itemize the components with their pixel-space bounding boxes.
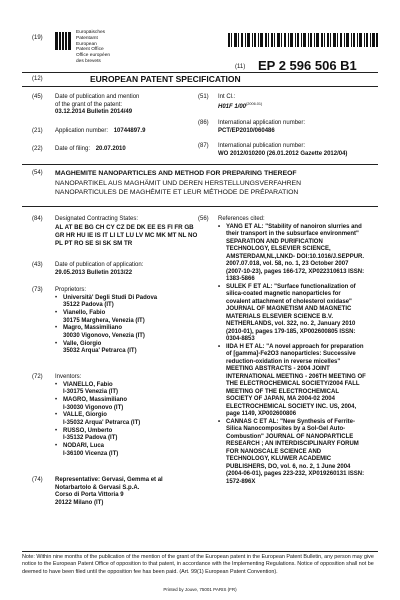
inventor-item: • NODARI, Luca I-36100 Vicenza (IT) xyxy=(55,443,140,458)
field-72-label: Inventors: xyxy=(55,374,82,380)
divider-title xyxy=(22,86,378,87)
proprietor-name: Vianello, Fabio xyxy=(63,310,106,317)
field-45-label-2: of the grant of the patent: xyxy=(55,101,123,108)
side-publication-label xyxy=(0,436,3,526)
inventor-item: • RUSSO, Umberto I-35132 Padova (IT) xyxy=(55,428,140,443)
reference-line: MATERIALS ELSEVIER SCIENCE B.V. xyxy=(226,313,334,320)
inventor-item: • MAGRO, Massimiliano I-30030 Vigonovo (IT) xyxy=(55,397,140,412)
document-title: EUROPEAN PATENT SPECIFICATION xyxy=(90,74,241,84)
field-74 xyxy=(55,477,163,508)
field-45-label: Date of publication and mention xyxy=(55,94,140,100)
divider-note xyxy=(22,551,378,552)
reference-line: 1383-5866 xyxy=(226,276,255,282)
reference-line: Silica Nanocomposites by a Sol-Gel Auto- xyxy=(226,426,346,432)
inventor-name: NODARI, Luca xyxy=(63,443,105,450)
office-line-3: European xyxy=(76,41,97,47)
field-72-number: (72) xyxy=(32,374,43,380)
office-line-5: Office européen xyxy=(76,53,111,58)
epo-logo-icon xyxy=(54,30,72,52)
states-line-1: AL AT BE BG CH CY CZ DE DK EE ES FI FR GB xyxy=(55,223,194,231)
field-74-number: (74) xyxy=(32,477,43,483)
proprietor-address: 30175 Marghera, Venezia (IT) xyxy=(63,317,145,324)
reference-line: THE ELECTROCHEMICAL SOCIETY/2004 FALL xyxy=(226,381,360,387)
opposition-note: Note: Within nine months of the publication of the mention of the grant of the European patent in the European Patent Bulletin, any person may give notice to the European Patent Office of opposition to that patent, in accordance with the Implementing Regulations. Notice of opposition shall not be deemed to have been filed until the opposition fee has been paid. (Art. 99(1) European Patent Convention). xyxy=(22,554,374,575)
reference-line: 1572-896X xyxy=(226,478,256,485)
field-73-label: Proprietors: xyxy=(55,287,87,293)
reference-line: page 1149, XP002600806 xyxy=(226,411,297,417)
reference-line: TECHNOLOGY, ELSEVIER SCIENCE, xyxy=(226,246,331,252)
representative-city: 20122 Milano (IT) xyxy=(55,500,104,507)
field-84-number: (84) xyxy=(32,216,43,222)
publication-number: EP 2 596 506 B1 xyxy=(258,58,357,73)
field-21-number: (21) xyxy=(32,128,43,134)
field-87-value: WO 2012/010200 (26.01.2012 Gazette 2012/04) xyxy=(218,150,348,157)
field-86-value: PCT/EP2010/060486 xyxy=(218,127,275,134)
reference-line: (2004-06-01), pages 223-232, XP019260131 ISSN: xyxy=(226,471,365,477)
title-english: MAGHEMITE NANOPARTICLES AND METHOD FOR PREPARING THEREOF xyxy=(55,170,297,177)
reference-line: MEETING ABSTRACTS - 2004 JOINT xyxy=(226,366,330,372)
office-name xyxy=(76,30,110,65)
inventor-name: MAGRO, Massimiliano xyxy=(63,397,128,404)
reference-item: • SULEK F ET AL: "Surface functionalization of silica-coated magnetic nanoparticles for covalent attachment of cholesterol oxidase" JOURNAL OF MAGNETISM AND MAGNETIC MATERIALS ELSEVIER SCIENCE B.V. NETHERLANDS, vol. 322, no. 2, January 2010 (2010-01), pages 179-185, XP002600805 ISSN: 0304-8853 xyxy=(218,284,383,344)
field-43-number: (43) xyxy=(32,262,43,268)
reference-line: TECHNOLOGY, KLUWER ACADEMIC xyxy=(226,456,332,462)
field-72 xyxy=(55,374,140,458)
field-45-value: 03.12.2014 Bulletin 2014/49 xyxy=(55,109,133,116)
field-84-label: Designated Contracting States: xyxy=(55,216,139,222)
reference-item: • IIDA H ET AL: "A novel approach for preparation of [gamma]-Fe2O3 nanoparticles: Successive reduction-oxidation in reverse micelles" MEETING ABSTRACTS - 2004 JOINT INTERNATIONAL MEETING - 206TH MEETING OF THE ELECTROCHEMICAL SOCIETY/2004 FALL MEETING OF THE ELECTROCHEMICAL SOCIETY OF JAPAN, MA 2004-02 2004 ELECTROCHEMICAL SOCIETY INC. US, 2004, page 1149, XP002600806 xyxy=(218,344,383,419)
divider-biblio xyxy=(22,164,378,165)
divider-title-block xyxy=(22,206,378,207)
field-45 xyxy=(55,94,139,117)
field-86 xyxy=(218,120,305,135)
reference-line: SEPARATION AND PURIFICATION xyxy=(226,238,323,245)
field-84 xyxy=(55,216,197,248)
reference-line: NETHERLANDS, vol. 322, no. 2, January 2010 xyxy=(226,321,356,327)
inventor-name: VALLE, Giorgio xyxy=(63,412,107,419)
office-line-4: Patent Office xyxy=(76,47,104,53)
reference-line: silica-coated magnetic nanoparticles for xyxy=(226,291,341,297)
field-86-label: International application number: xyxy=(218,120,306,126)
field-12-number: (12) xyxy=(32,76,43,82)
field-56-label: References cited: xyxy=(218,216,265,222)
reference-line: YANG ET AL: "Stability of nanoiron slurries and xyxy=(226,223,362,230)
reference-line: SOCIETY OF JAPAN, MA 2004-02 2004 xyxy=(226,396,335,402)
proprietor-address: 35032 Arqua' Petrarca (IT) xyxy=(63,348,137,355)
field-87 xyxy=(218,143,347,158)
printer-footer: Printed by Jouve, 75001 PARIS (FR) xyxy=(163,587,237,592)
inventor-address: I-35032 Arqua' Petrarca (IT) xyxy=(63,420,141,427)
reference-line: SULEK F ET AL: "Surface functionalization of xyxy=(226,283,356,290)
proprietor-item: • Magro, Massimiliano 30030 Vigonovo, Venezia (IT) xyxy=(55,325,157,340)
inventor-address: I-35132 Padova (IT) xyxy=(63,435,118,442)
inventor-address: I-30175 Venezia (IT) xyxy=(63,389,119,396)
reference-line: 2007.07.018, vol. 58, no. 1, 23 October 2007 xyxy=(226,261,349,267)
field-43 xyxy=(55,262,143,277)
field-22-value: 20.07.2010 xyxy=(95,146,126,152)
reference-line: CANNAS C ET AL: "New Synthesis of Ferrite- xyxy=(226,418,355,425)
inventor-name: VIANELLO, Fabio xyxy=(63,381,113,388)
field-19-number: (19) xyxy=(32,35,43,41)
field-73-number: (73) xyxy=(32,287,43,293)
field-51-value: H01F 1/00 xyxy=(218,103,247,110)
representative-firm: Notarbartolo & Gervasi S.p.A. xyxy=(55,484,140,491)
field-43-value: 29.05.2013 Bulletin 2013/22 xyxy=(55,269,133,276)
field-73 xyxy=(55,287,157,356)
field-22-number: (22) xyxy=(32,146,43,152)
office-line-6: des brevets xyxy=(76,58,101,64)
inventor-address: I-36100 Vicenza (IT) xyxy=(63,450,119,457)
proprietor-item: • Valle, Giorgio 35032 Arqua' Petrarca (IT) xyxy=(55,341,157,356)
proprietor-name: Valle, Giorgio xyxy=(63,340,102,347)
reference-line: AMSTERDAM,NL,LNKD- DOI:10.1016/J.SEPPUR. xyxy=(226,253,365,260)
field-21-label: Application number: xyxy=(55,128,109,134)
title-french: NANOPARTICULES DE MAGHÉMITE ET LEUR MÉTHODE DE PRÉPARATION xyxy=(55,189,299,197)
states-line-2: GR HR HU IE IS IT LI LT LU LV MC MK MT NL NO xyxy=(55,231,198,239)
reference-line: (2007-10-23), pages 166-172, XP022310613 ISSN: xyxy=(226,268,365,275)
field-54 xyxy=(55,169,301,198)
field-45-number: (45) xyxy=(32,94,43,100)
field-56-number: (56) xyxy=(198,216,209,222)
reference-line: FOR NANOSCALE SCIENCE AND xyxy=(226,448,322,455)
field-22 xyxy=(55,146,126,154)
reference-line: their transport in the subsurface environment" xyxy=(226,231,359,237)
office-line-1: Europäisches xyxy=(76,30,106,35)
field-87-label: International publication number: xyxy=(218,143,306,149)
inventor-name: RUSSO, Umberto xyxy=(63,427,113,434)
reference-item: • CANNAS C ET AL: "New Synthesis of Ferrite- Silica Nanocomposites by a Sol-Gel Auto- Combustion" JOURNAL OF NANOPARTICLE RESEARCH ; AN INTERDISCIPLINARY FORUM FOR NANOSCALE SCIENCE AND TECHNOLOGY, KLUWER ACADEMIC PUBLISHERS, DO, vol. 6, no. 2, 1 June 2004 (2004-06-01), pages 223-232, XP019260131 ISSN: 1572-896X xyxy=(218,419,383,487)
field-43-label: Date of publication of application: xyxy=(55,262,144,268)
title-german: NANOPARTIKEL AUS MAGHÄMIT UND DEREN HERSTELLUNGSVERFAHREN xyxy=(55,179,301,187)
reference-line: MEETING OF THE ELECTROCHEMICAL xyxy=(226,388,339,395)
reference-line: JOURNAL OF MAGNETISM AND MAGNETIC xyxy=(226,306,352,312)
office-line-2: Patentamt xyxy=(76,35,98,41)
reference-line: ELECTROCHEMICAL SOCIETY INC. US, 2004, xyxy=(226,403,357,410)
field-51-version: (2006.01) xyxy=(246,101,263,106)
states-line-3: PL PT RO SE SI SK SM TR xyxy=(55,239,133,247)
proprietor-name: Magro, Massimiliano xyxy=(63,325,123,332)
inventor-item: • VALLE, Giorgio I-35032 Arqua' Petrarca (IT) xyxy=(55,412,141,427)
reference-line: PUBLISHERS, DO, vol. 6, no. 2, 1 June 2004 xyxy=(226,463,351,470)
field-51 xyxy=(218,94,262,111)
field-54-number: (54) xyxy=(32,170,43,176)
inventor-item: • VIANELLO, Fabio I-30175 Venezia (IT) xyxy=(55,382,140,397)
representative-name: Representative: Gervasi, Gemma et al xyxy=(55,477,163,483)
proprietor-item: • Università' Degli Studi Di Padova 35122 Padova (IT) xyxy=(55,294,158,309)
field-86-number: (86) xyxy=(198,120,209,126)
reference-line: reduction-oxidation in reverse micelles" xyxy=(226,358,341,365)
reference-item: • YANG ET AL: "Stability of nanoiron slurries and their transport in the subsurface environment" SEPARATION AND PURIFICATION TECHNOLOGY, ELSEVIER SCIENCE, AMSTERDAM,NL,LNKD- DOI:10.1016/J.SEPPUR. 2007.07.018, vol. 58, no. 1, 23 October 2007 (2007-10-23), pages 166-172, XP022310613 ISSN: 1383-5866 xyxy=(218,224,383,284)
reference-line: (2010-01), pages 179-185, XP002600805 ISSN: xyxy=(226,328,356,335)
field-51-label: Int Cl.: xyxy=(218,94,236,100)
reference-line: INTERNATIONAL MEETING - 206TH MEETING OF xyxy=(226,373,366,380)
field-56 xyxy=(218,216,383,486)
barcode-icon xyxy=(228,33,378,47)
reference-line: of [gamma]-Fe2O3 nanoparticles: Successive xyxy=(226,351,356,357)
inventor-address: I-30030 Vigonovo (IT) xyxy=(63,404,124,411)
reference-line: RESEARCH ; AN INTERDISCIPLINARY FORUM xyxy=(226,441,359,447)
reference-line: 0304-8853 xyxy=(226,336,255,342)
proprietor-item: • Vianello, Fabio 30175 Marghera, Venezia (IT) xyxy=(55,310,157,325)
field-21-value: 10744897.9 xyxy=(113,128,146,134)
field-21 xyxy=(55,128,145,136)
proprietor-address: 30030 Vigonovo, Venezia (IT) xyxy=(63,333,145,340)
reference-line: covalent attachment of cholesterol oxidase" xyxy=(226,298,352,305)
representative-street: Corso di Porta Vittoria 9 xyxy=(55,492,124,499)
divider-top xyxy=(22,72,378,73)
proprietor-address: 35122 Padova (IT) xyxy=(63,302,114,309)
proprietor-name: Università' Degli Studi Di Padova xyxy=(63,294,158,301)
field-87-number: (87) xyxy=(198,143,209,149)
reference-line: Combustion" JOURNAL OF NANOPARTICLE xyxy=(226,433,354,440)
field-22-label: Date of filing: xyxy=(55,146,91,152)
field-11-number: (11) xyxy=(235,64,246,70)
field-51-number: (51) xyxy=(198,94,209,100)
reference-line: IIDA H ET AL: "A novel approach for preparation xyxy=(226,343,364,350)
